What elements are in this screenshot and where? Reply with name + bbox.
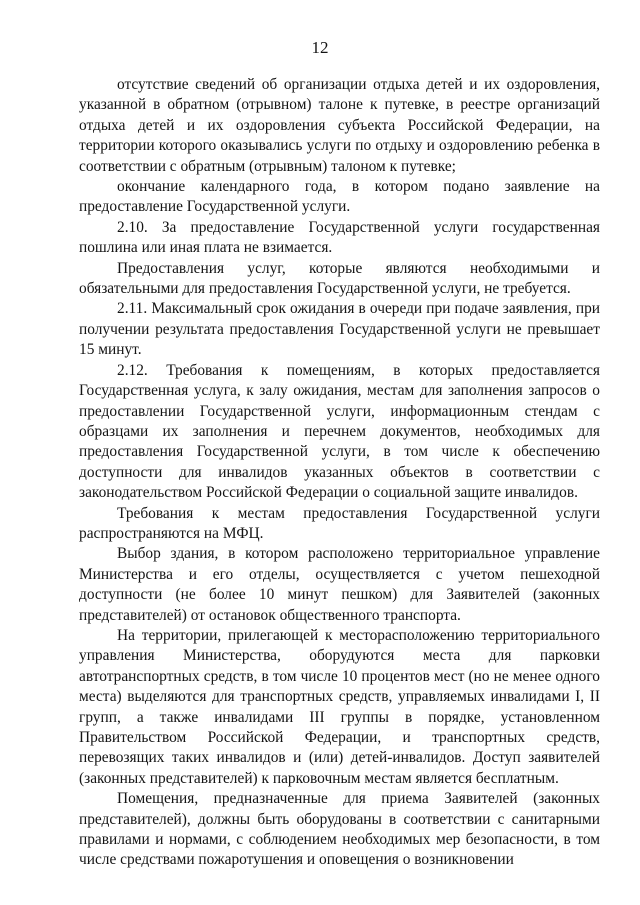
paragraph: Требования к местам предоставления Государственной услуги распространяются на МФЦ. <box>79 504 600 542</box>
paragraph: Помещения, предназначенные для приема Заявителей (законных представителей), должны быть оборудованы в соответствии с санитарными правилами и нормами, с соблюдением необходимых мер безопасности, в том числе средствами пожаротушения и оповещения о возникновении <box>79 790 600 869</box>
paragraph: 2.12. Требования к помещениям, в которых предоставляется Государственная услуга, к залу ожидания, местам для заполнения запросов о предоставлении Государственной услуги, информационным стендам с образцами их заполнения и перечнем документов, необходимых для предоставления Государственной услуги, в том числе к обеспечению доступности для инвалидов указанных объектов в соответствии с законодательством Российской Федерации о социальной защите инвалидов. <box>79 361 600 502</box>
paragraph: На территории, прилегающей к месторасположению территориального управления Министерства, оборудуются места для парковки автотранспортных средств, в том числе 10 процентов мест (но не менее одного места) выделяются для транспортных средств, управляемых инвалидами I, II групп, а также инвалидами III группы в порядке, установленном Правительством Российской Федерации, и транспортных средств, перевозящих таких инвалидов и (или) детей-инвалидов. Доступ заявителей (законных представителей) к парковочным местам является бесплатным. <box>79 626 600 787</box>
paragraph: 2.10. За предоставление Государственной услуги государственная пошлина или иная плата не взимается. <box>79 218 600 257</box>
document-body <box>79 75 600 871</box>
paragraph: Выбор здания, в котором расположено территориальное управление Министерства и его отделы, осуществляется с учетом пешеходной доступности (не более 10 минут пешком) для Заявителей (законных представителей) от остановок общественного транспорта. <box>79 545 600 624</box>
page-number: 12 <box>311 38 329 57</box>
paragraph: окончание календарного года, в котором подано заявление на предоставление Государственной услуги. <box>79 178 600 216</box>
paragraph: отсутствие сведений об организации отдыха детей и их оздоровления, указанной в обратном (отрывном) талоне к путевке, в реестре организаций отдыха детей и их оздоровления субъекта Российской Федерации, на территории которого оказывались услуги по отдыху и оздоровлению ребенка в соответствии с обратным (отрывным) талоном к путевке; <box>79 76 600 175</box>
paragraph: Предоставления услуг, которые являются необходимыми и обязательными для предоставления Государственной услуги, не требуется. <box>79 259 600 298</box>
paragraph: 2.11. Максимальный срок ожидания в очереди при подаче заявления, при получении результата предоставления Государственной услуги не превышает 15 минут. <box>79 300 600 359</box>
